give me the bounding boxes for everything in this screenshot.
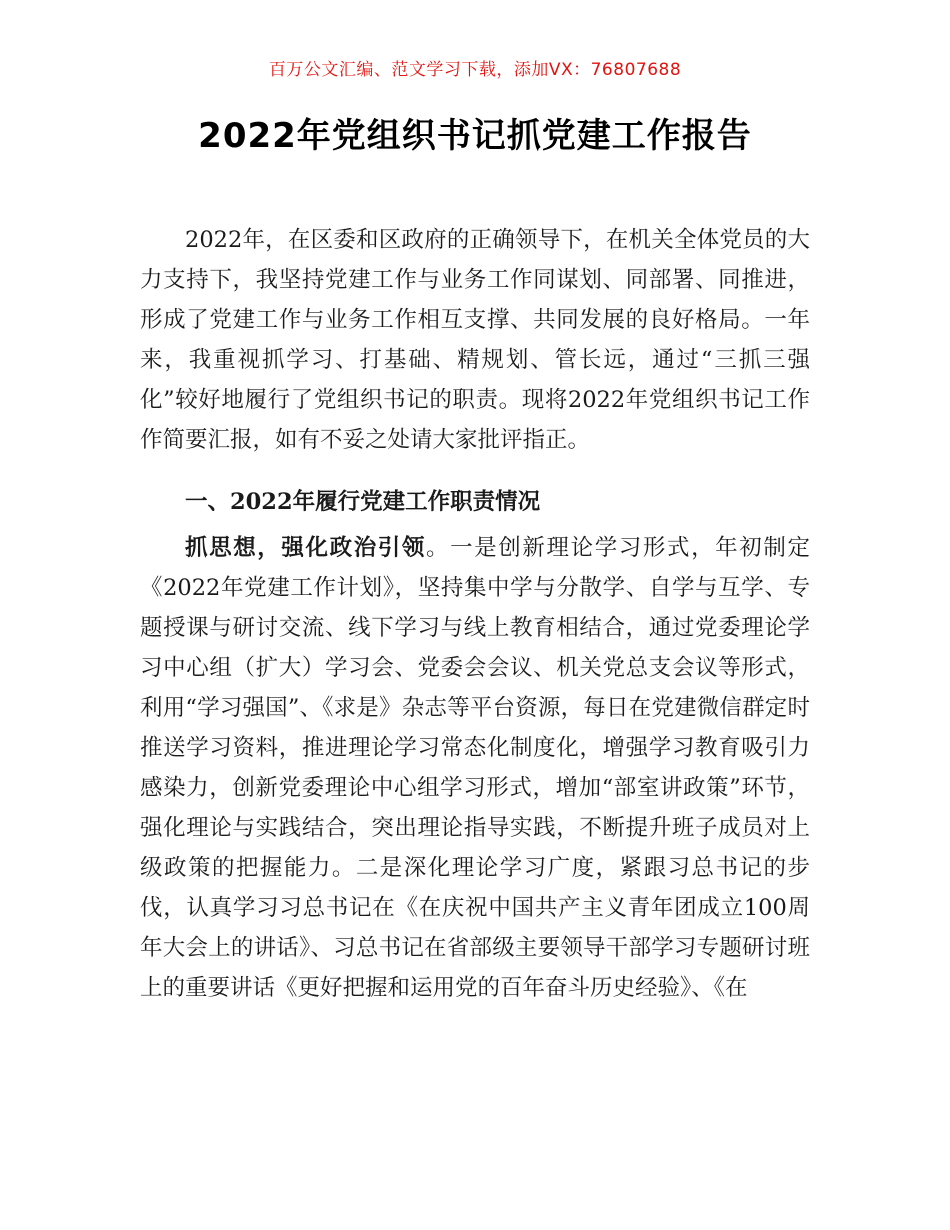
document-title: 2022年党组织书记抓党建工作报告 — [198, 116, 752, 156]
section-paragraph — [140, 528, 810, 1008]
section-lead-bold: 抓思想，强化政治引领 — [185, 535, 426, 561]
document-body — [140, 220, 810, 1008]
section-heading: 一、2022年履行党建工作职责情况 — [185, 489, 541, 515]
header-promo-note: 百万公文汇编、范文学习下载，添加VX：76807688 — [268, 60, 682, 80]
paragraph-spacer — [140, 460, 810, 470]
section-paragraph-text: 。一是创新理论学习形式，年初制定《2022年党建工作计划》，坚持集中学与分散学、自学与互学、专题授课与研讨交流、线下学习与线上教育相结合，通过党委理论学习中心组（扩大）学习会、党委会会议、机关党总支会议等形式，利用“学习强国”、《求是》杂志等平台资源，每日在党建微信群定时推送学习资料，推进理论学习常态化制度化，增强学习教育吸引力感染力，创新党委理论中心组学习形式，增加“部室讲政策”环节，强化理论与实践结合，突出理论指导实践，不断提升班子成员对上级政策的把握能力。二是深化理论学习广度，紧跟习总书记的步伐，认真学习习总书记在《在庆祝中国共产主义青年团成立100周年大会上的讲话》、习总书记在省部级主要领导干部学习专题研讨班上的重要讲话《更好把握和运用党的百年奋斗历史经验》、《在 — [140, 535, 810, 1001]
intro-paragraph: 2022年，在区委和区政府的正确领导下，在机关全体党员的大力支持下，我坚持党建工作与业务工作同谋划、同部署、同推进，形成了党建工作与业务工作相互支撑、共同发展的良好格局。一年来，我重视抓学习、打基础、精规划、管长远，通过“三抓三强化”较好地履行了党组织书记的职责。现将2022年党组织书记工作作简要汇报，如有不妥之处请大家批评指正。 — [140, 227, 810, 453]
